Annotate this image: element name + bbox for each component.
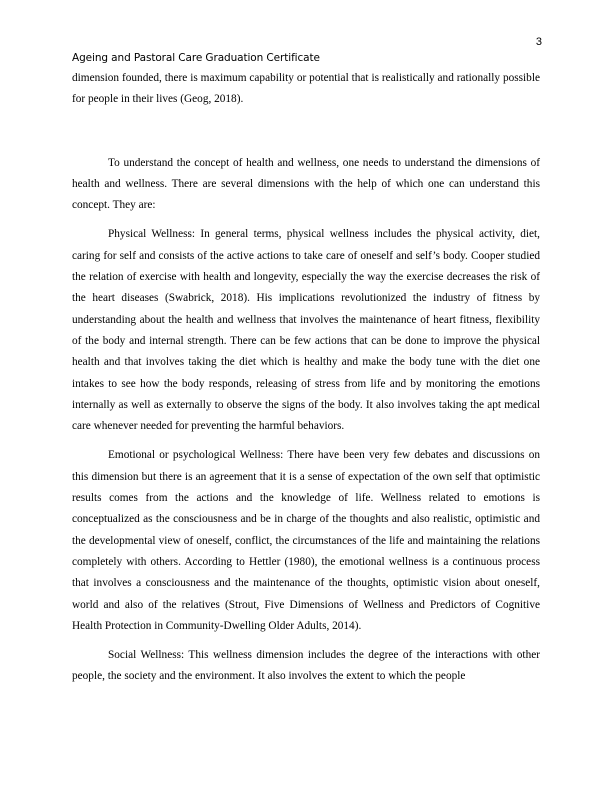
running-header: Ageing and Pastoral Care Graduation Certificate	[72, 52, 320, 64]
paragraph-physical-wellness: Physical Wellness: In general terms, physical wellness includes the physical activity, diet, caring for self and consists of the active actions to take care of oneself and self’s body. Cooper studied the relation of exercise with health and longevity, especially the way the exercise decreases the risk of the heart diseases (Swabrick, 2018). His implications revolutionized the industry of fitness by understanding about the health and wellness that involves the maintenance of heart fitness, flexibility of the body and internal strength. There can be few actions that can be done to improve the physical health and that involves taking the diet which is healthy and make the body tune with the diet one intakes to see how the body responds, releasing of stress from life and by monitoring the emotions internally as well as externally to observe the signs of the body. It also involves taking the apt medical care whenever needed for preventing the harmful behaviors.	[72, 228, 540, 433]
paragraph-social-wellness: Social Wellness: This wellness dimension includes the degree of the interactions with other people, the society and the environment. It also involves the extent to which the people	[72, 649, 540, 683]
body-text	[72, 68, 540, 688]
paragraph-spacer	[72, 437, 540, 445]
paragraph-emotional-wellness: Emotional or psychological Wellness: There have been very few debates and discussions on this dimension but there is an agreement that it is a sense of expectation of the own self that optimistic results comes from the actions and the knowledge of life. Wellness related to emotions is conceptualized as the consciousness and be in charge of the thoughts and also realistic, optimistic and the developmental view of oneself, conflict, the circumstances of the life and maintaining the relations completely with others. According to Hettler (1980), the emotional wellness is a continuous process that involves a consciousness and the maintenance of the thoughts, optimistic vision about oneself, world and also of the relatives (Strout, Five Dimensions of Wellness and Predictors of Cognitive Health Protection in Community-Dwelling Older Adults, 2014).	[72, 449, 540, 632]
paragraph-continuation: dimension founded, there is maximum capability or potential that is realistically and rationally possible for people in their lives (Geog, 2018).	[72, 72, 540, 106]
paragraph-spacer	[72, 216, 540, 224]
paragraph-spacer	[72, 111, 540, 153]
paragraph-dimensions-intro: To understand the concept of health and wellness, one needs to understand the dimensions of health and wellness. There are several dimensions with the help of which one can understand this concept. They are:	[72, 156, 540, 212]
paragraph-spacer	[72, 637, 540, 645]
page-number: 3	[535, 36, 542, 48]
